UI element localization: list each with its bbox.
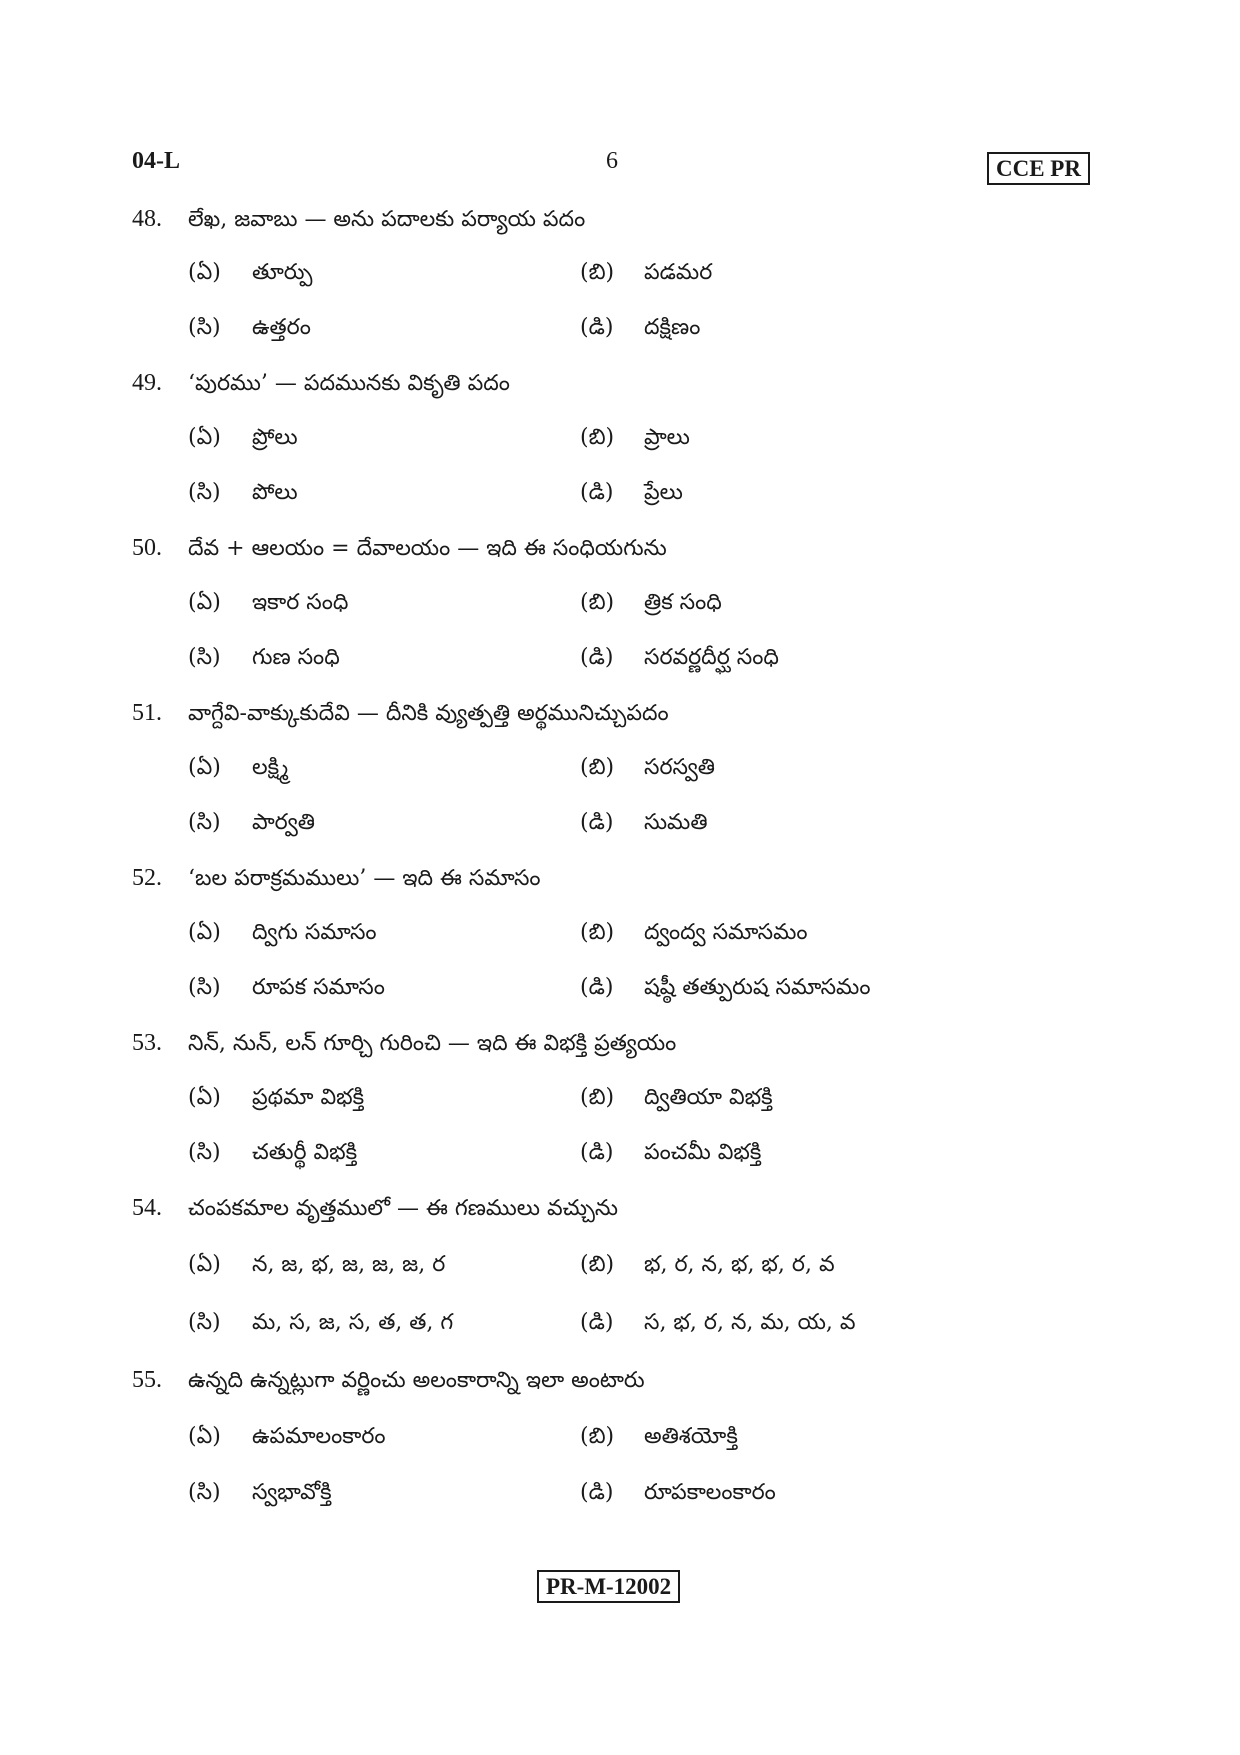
question-number: 54. <box>132 1195 162 1221</box>
option-text: స్వభావోక్తి <box>252 1480 332 1505</box>
option-c <box>188 480 298 510</box>
option-label: (ఏ) <box>188 1424 221 1449</box>
option-text: ద్వంద్వ సమాసమం <box>644 920 808 945</box>
question-text: ‘బల పరాక్రమములు’ — ఇది ఈ సమాసం <box>188 866 541 891</box>
option-b <box>580 755 715 785</box>
option-c <box>188 1140 357 1170</box>
option-label: (బి) <box>580 260 615 285</box>
paper-code: 04-L <box>132 148 180 174</box>
question-text: ‘పురము’ — పదమునకు వికృతి పదం <box>188 371 510 396</box>
option-c <box>188 1480 332 1510</box>
option-text: పడమర <box>644 260 713 285</box>
option-label: (ఏ) <box>188 755 221 780</box>
option-a <box>188 1085 364 1115</box>
question-48 <box>132 206 585 237</box>
option-a <box>188 920 377 950</box>
option-a <box>188 1424 386 1454</box>
question-52 <box>132 865 541 896</box>
option-label: (సి) <box>188 1140 221 1165</box>
option-text: దక్షిణం <box>644 315 701 340</box>
option-label: (ఏ) <box>188 590 221 615</box>
option-label: (డి) <box>580 810 614 835</box>
option-a <box>188 425 298 455</box>
option-label: (సి) <box>188 810 221 835</box>
option-label: (బి) <box>580 1252 615 1277</box>
option-label: (ఏ) <box>188 260 221 285</box>
question-text: దేవ + ఆలయం = దేవాలయం — ఇది ఈ సంధియగును <box>188 536 667 561</box>
question-54 <box>132 1195 618 1226</box>
option-b <box>580 1252 835 1282</box>
option-label: (డి) <box>580 1140 614 1165</box>
page-number: 6 <box>606 148 618 174</box>
option-label: (డి) <box>580 315 614 340</box>
option-a <box>188 1252 445 1282</box>
option-b <box>580 260 712 290</box>
option-text: ద్వితియా విభక్తి <box>644 1085 773 1110</box>
question-51 <box>132 700 669 731</box>
option-text: సుమతి <box>644 810 708 835</box>
option-text: చతుర్థీ విభక్తి <box>252 1140 358 1165</box>
option-d <box>580 645 779 675</box>
option-c <box>188 315 311 345</box>
option-label: (డి) <box>580 645 614 670</box>
option-label: (ఏ) <box>188 1252 221 1277</box>
option-label: (సి) <box>188 315 221 340</box>
option-label: (బి) <box>580 1424 615 1449</box>
option-text: మ, స, జ, స, త, త, గ <box>252 1310 454 1335</box>
option-text: భ, ర, న, భ, భ, ర, వ <box>644 1252 835 1277</box>
option-c <box>188 810 315 840</box>
question-number: 55. <box>132 1367 162 1393</box>
question-number: 53. <box>132 1030 162 1056</box>
option-a <box>188 260 312 290</box>
option-text: ప్రథమా విభక్తి <box>252 1085 365 1110</box>
option-label: (బి) <box>580 590 615 615</box>
question-50 <box>132 535 667 566</box>
exam-series-box: CCE PR <box>987 152 1090 185</box>
option-text: పార్వతి <box>252 810 316 835</box>
option-text: ఉపమాలంకారం <box>252 1424 386 1449</box>
option-b <box>580 425 690 455</box>
question-number: 52. <box>132 865 162 891</box>
option-d <box>580 480 683 510</box>
option-label: (బి) <box>580 1085 615 1110</box>
option-b <box>580 920 808 950</box>
question-55 <box>132 1367 645 1398</box>
question-number: 50. <box>132 535 162 561</box>
option-d <box>580 1480 776 1510</box>
option-text: ప్రాలు <box>644 425 690 450</box>
question-text: లేఖ, జవాబు — అను పదాలకు పర్యాయ పదం <box>188 207 586 232</box>
option-b <box>580 1424 738 1454</box>
option-label: (బి) <box>580 920 615 945</box>
option-d <box>580 1140 761 1170</box>
option-label: (డి) <box>580 1310 614 1335</box>
option-text: పంచమీ విభక్తి <box>644 1140 762 1165</box>
option-c <box>188 645 340 675</box>
option-text: గుణ సంధి <box>252 645 340 670</box>
option-text: న, జ, భ, జ, జ, జ, ర <box>252 1252 446 1277</box>
option-label: (సి) <box>188 480 221 505</box>
option-text: సరవర్ణదీర్ఘ సంధి <box>644 645 779 670</box>
option-b <box>580 1085 773 1115</box>
question-text: వాగ్దేవి-వాక్కుకుదేవి — దీనికి వ్యుత్పత్తి అర్థమునిచ్చుపదం <box>188 701 669 726</box>
option-label: (సి) <box>188 975 221 1000</box>
option-text: లక్ష్మి <box>252 755 289 780</box>
option-label: (సి) <box>188 1310 221 1335</box>
option-text: స, భ, ర, న, మ, య, వ <box>644 1310 856 1335</box>
option-text: పోలు <box>252 480 298 505</box>
option-c <box>188 975 385 1005</box>
option-text: అతిశయోక్తి <box>644 1424 738 1449</box>
question-49 <box>132 370 510 401</box>
option-d <box>580 975 871 1005</box>
question-text: ఉన్నది ఉన్నట్లుగా వర్ణించు అలంకారాన్ని ఇలా అంటారు <box>188 1368 645 1393</box>
option-label: (డి) <box>580 480 614 505</box>
option-text: రూపక సమాసం <box>252 975 385 1000</box>
question-53 <box>132 1030 676 1061</box>
question-text: నిన్, నున్, లన్ గూర్చి గురించి — ఇది ఈ విభక్తి ప్రత్యయం <box>188 1031 677 1056</box>
option-d <box>580 810 708 840</box>
option-c <box>188 1310 453 1340</box>
option-label: (బి) <box>580 425 615 450</box>
option-a <box>188 590 348 620</box>
option-d <box>580 1310 856 1340</box>
option-text: ఉత్తరం <box>252 315 311 340</box>
question-number: 49. <box>132 370 162 396</box>
option-d <box>580 315 700 345</box>
option-label: (సి) <box>188 645 221 670</box>
option-text: షష్ఠీ తత్పురుష సమాసమం <box>644 975 871 1000</box>
question-text: చంపకమాల వృత్తములో — ఈ గణములు వచ్చును <box>188 1196 618 1221</box>
option-text: త్రిక సంధి <box>644 590 722 615</box>
paper-id-box: PR-M-12002 <box>537 1570 680 1603</box>
option-b <box>580 590 722 620</box>
option-a <box>188 755 288 785</box>
option-text: ఇకార సంధి <box>252 590 349 615</box>
option-label: (ఏ) <box>188 1085 221 1110</box>
option-text: సరస్వతి <box>644 755 715 780</box>
question-number: 51. <box>132 700 162 726</box>
option-label: (సి) <box>188 1480 221 1505</box>
question-number: 48. <box>132 206 162 232</box>
option-label: (ఏ) <box>188 425 221 450</box>
option-label: (ఏ) <box>188 920 221 945</box>
option-text: తూర్పు <box>252 260 313 285</box>
option-text: రూపకాలంకారం <box>644 1480 776 1505</box>
option-text: ద్విగు సమాసం <box>252 920 377 945</box>
option-label: (డి) <box>580 1480 614 1505</box>
option-text: ప్రోలు <box>252 425 298 450</box>
option-text: ప్రేలు <box>644 480 683 505</box>
option-label: (బి) <box>580 755 615 780</box>
option-label: (డి) <box>580 975 614 1000</box>
